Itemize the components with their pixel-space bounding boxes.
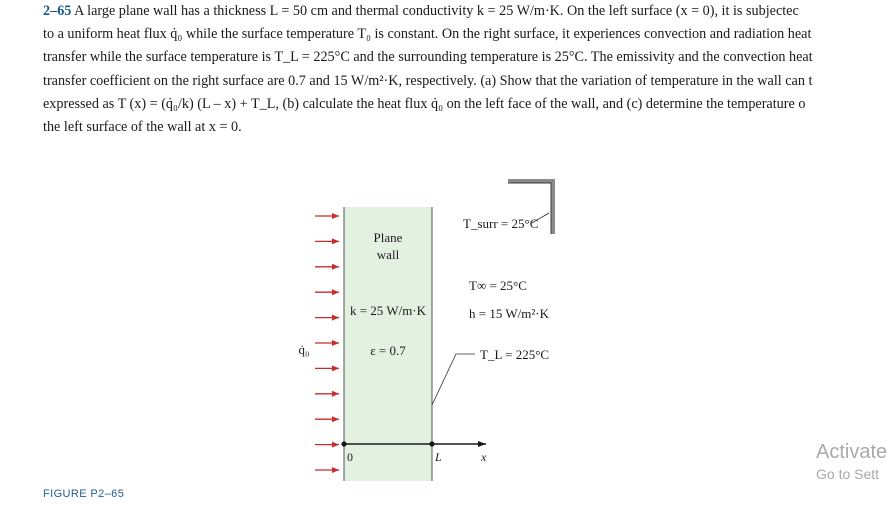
figure-caption: FIGURE P2–65 [43,488,125,500]
surface-temperature-leader-line [432,354,475,405]
h-label: h = 15 W/m²·K [469,306,549,321]
heat-flux-label: q̇₀ [298,342,310,357]
problem-line-6: the left surface of the wall at x = 0. [43,118,242,135]
wall-label-line1: Plane [373,230,403,245]
watermark-line2: Go to Sett [816,466,880,482]
axis-origin-label: 0 [347,450,353,464]
conductivity-label: k = 25 W/m·K [349,303,427,318]
windows-activation-watermark [816,440,887,484]
problem-line-2: to a uniform heat flux q̇₀ while the surface temperature T₀ is constant. On the right surface, it experiences convection and radiation heat [43,26,812,43]
problem-line-3: transfer while the surface temperature is T_L = 225°C and the surrounding temperature is 25°C. The emissivity and the convection heat [43,49,813,66]
wall-label-line2: wall [376,247,400,262]
problem-line-4: transfer coefficient on the right surface are 0.7 and 15 W/m²·K, respectively. (a) Show that the variation of temperature in the wall can t [43,72,813,89]
problem-line-1: 2–65 A large plane wall has a thickness L = 50 cm and thermal conductivity k = 25 W/m·K. On the left surface (x = 0), it is subjectec [43,3,799,19]
axis-L-label: L [435,450,442,464]
L-dot [429,441,434,446]
t-surr-label: T_surr = 25°C [463,216,539,231]
watermark-line1: Activate [816,441,887,463]
origin-dot [341,441,346,446]
axis-x-label: x [481,450,487,464]
emissivity-label: ε = 0.7 [370,343,406,358]
t-inf-label: T∞ = 25°C [469,278,527,293]
problem-line-5: expressed as T (x) = (q̇₀/k) (L – x) + T_L, (b) calculate the heat flux q̇₀ on the left face of the wall, and (c) determine the temperature o [43,95,806,112]
problem-number: 2–65 [43,3,72,19]
t-L-label: T_L = 225°C [480,347,550,362]
heat-flux-arrows [315,216,339,470]
